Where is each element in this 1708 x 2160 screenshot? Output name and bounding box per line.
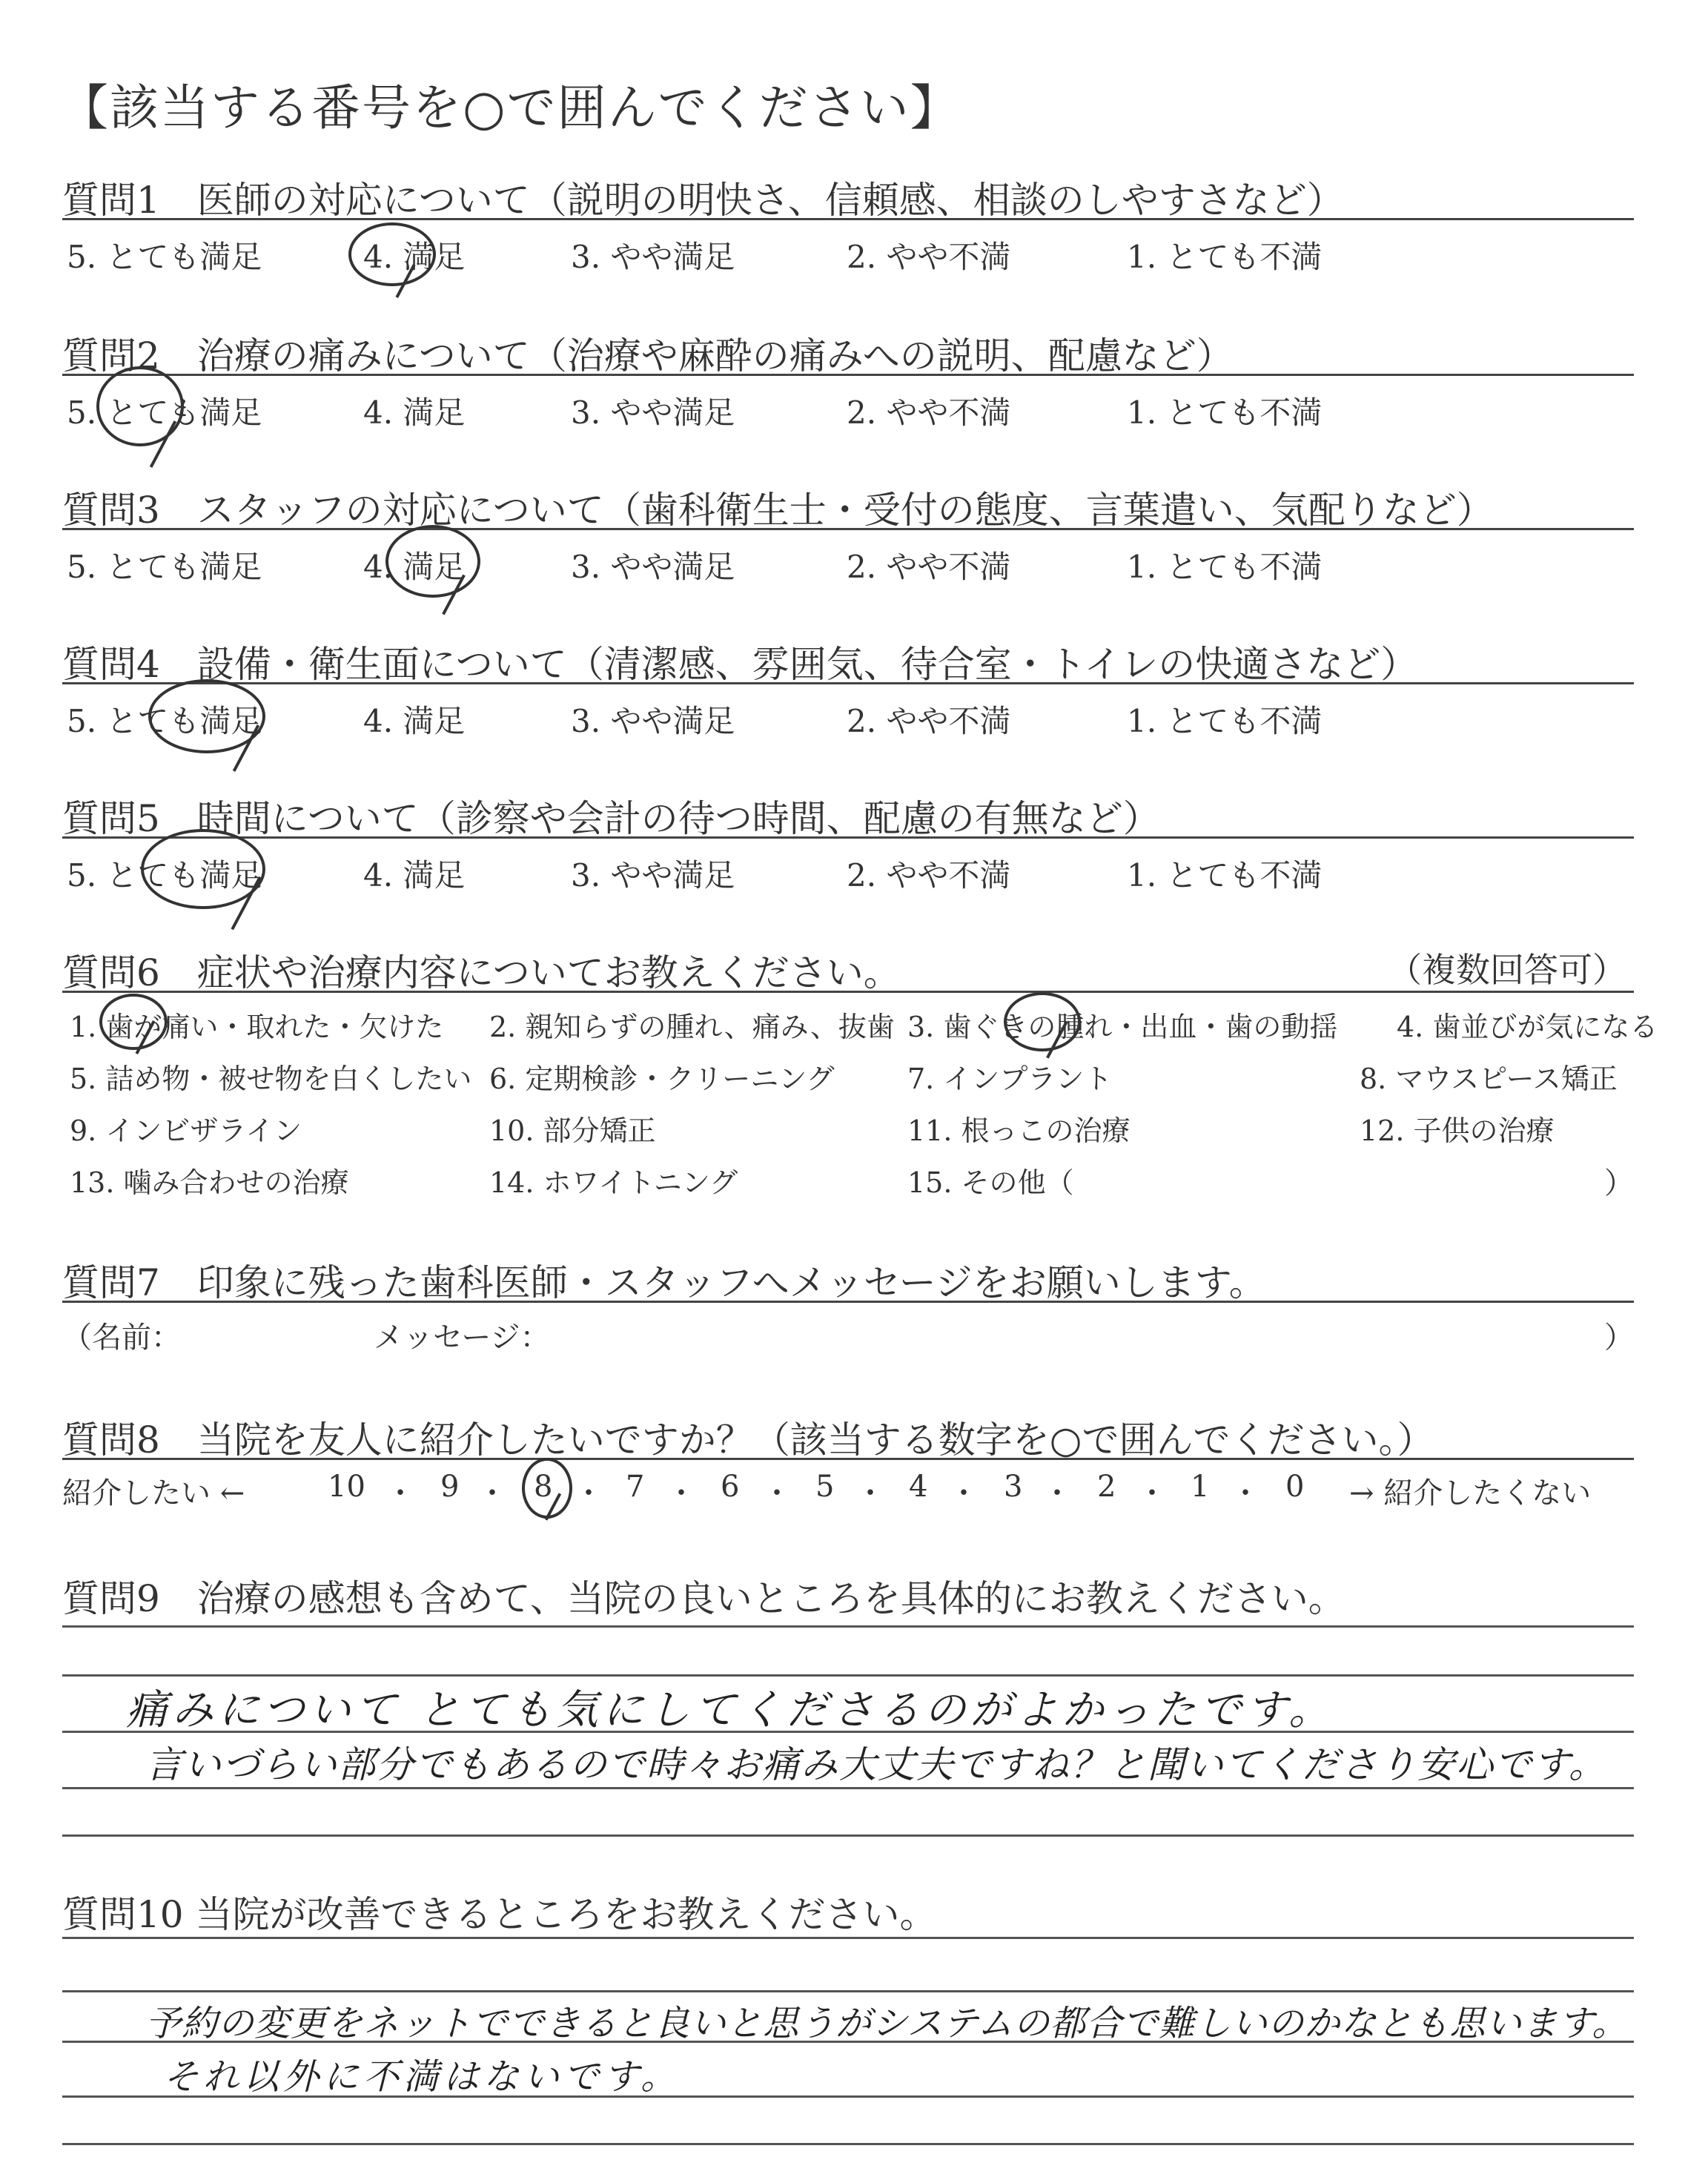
option-1[interactable]: 1. とても不満 [1127, 857, 1323, 894]
option-5[interactable]: 5. とても満足 [67, 239, 262, 275]
option-1[interactable]: 1. とても不満 [1127, 394, 1323, 431]
question-heading: 質問5 時間について（診察や会計の待つ時間、配慮の有無など） [62, 797, 1160, 840]
option-5[interactable]: 5. とても満足 [67, 394, 262, 431]
scale-6[interactable]: 6 [721, 1470, 740, 1504]
divider [62, 218, 1634, 220]
selection-circle [348, 222, 436, 286]
selection-circle [385, 525, 480, 598]
option-4[interactable]: 4. 満足 [363, 239, 466, 275]
question-heading: 質問9 治療の感想も含めて、当院の良いところを具体的にお教えください。 [62, 1577, 1345, 1620]
message-close-paren: ） [1604, 1321, 1634, 1355]
question-5 [62, 789, 1634, 937]
multi-answer-note: （複数回答可） [1388, 950, 1626, 990]
option-1[interactable]: 1. とても不満 [1127, 703, 1323, 739]
question-heading: 質問1 医師の対応について（説明の明快さ、信頼感、相談のしやすさなど） [62, 179, 1344, 222]
handwritten-answer: 予約の変更をネットでできると良いと思うがシステムの都合で難しいのかなとも思います。 [145, 2003, 1629, 2044]
symptom-option[interactable]: 11. 根っこの治療 [907, 1114, 1131, 1147]
symptom-option[interactable]: 15. その他（ [907, 1166, 1074, 1199]
option-5[interactable]: 5. とても満足 [67, 549, 262, 585]
symptom-option[interactable]: 5. 詰め物・被せ物を白くしたい [70, 1063, 472, 1095]
option-5[interactable]: 5. とても満足 [67, 703, 262, 739]
other-close-paren: ） [1604, 1166, 1634, 1200]
option-5[interactable]: 5. とても満足 [67, 857, 262, 894]
symptom-option[interactable]: 3. 歯ぐきの腫れ・出血・歯の動揺 [907, 1011, 1338, 1043]
divider [62, 991, 1634, 993]
question-heading: 質問8 当院を友人に紹介したいですか？（該当する数字を○で囲んでください。） [62, 1418, 1434, 1462]
option-3[interactable]: 3. やや満足 [571, 857, 735, 894]
answer-rule [62, 1990, 1634, 1992]
question-4 [62, 635, 1634, 783]
rating-options [67, 543, 1631, 587]
symptom-option[interactable]: 9. インビザライン [70, 1114, 302, 1147]
question-1 [62, 171, 1634, 319]
rating-options [67, 697, 1631, 742]
question-heading: 質問7 印象に残った歯科医師・スタッフへメッセージをお願いします。 [62, 1261, 1266, 1304]
answer-rule [62, 1625, 1634, 1628]
rating-options [67, 851, 1631, 896]
symptom-option[interactable]: 14. ホワイトニング [489, 1166, 738, 1199]
selection-circle [1004, 992, 1081, 1051]
name-label: （名前： [62, 1321, 181, 1355]
scale-0[interactable]: 0 [1285, 1470, 1305, 1504]
symptom-options [70, 1004, 1658, 1226]
selection-circle [522, 1458, 572, 1519]
question-9 [62, 1569, 1634, 1620]
scale-8[interactable]: 8 [534, 1470, 553, 1504]
answer-rule [62, 1674, 1634, 1677]
symptom-option[interactable]: 2. 親知らずの腫れ、痛み、抜歯 [489, 1011, 895, 1043]
divider [62, 836, 1634, 839]
option-2[interactable]: 2. やや不満 [847, 239, 1011, 275]
divider [62, 528, 1634, 530]
answer-rule [62, 1937, 1634, 1939]
handwritten-answer: それ以外に不満はないです。 [163, 2056, 681, 2098]
answer-rule [62, 1834, 1634, 1837]
option-2[interactable]: 2. やや不満 [847, 703, 1011, 739]
scale-3[interactable]: 3 [1004, 1470, 1023, 1504]
option-4[interactable]: 4. 満足 [363, 857, 466, 894]
question-heading: 質問4 設備・衛生面について（清潔感、雰囲気、待合室・トイレの快適さなど） [62, 643, 1418, 686]
question-7 [62, 1253, 1634, 1372]
selection-circle [99, 994, 168, 1050]
symptom-option[interactable]: 7. インプラント [907, 1063, 1113, 1095]
symptom-option[interactable]: 13. 噛み合わせの治療 [70, 1166, 349, 1199]
option-2[interactable]: 2. やや不満 [847, 394, 1011, 431]
option-4[interactable]: 4. 満足 [363, 394, 466, 431]
option-3[interactable]: 3. やや満足 [571, 239, 735, 275]
question-2 [62, 326, 1634, 475]
question-heading: 質問6 症状や治療内容についてお教えください。 [62, 951, 901, 994]
symptom-option[interactable]: 12. 子供の治療 [1360, 1114, 1555, 1147]
option-4[interactable]: 4. 満足 [363, 549, 466, 585]
selection-circle [96, 366, 184, 446]
question-8: 質問8 当院を友人に紹介したいですか？（該当する数字を○で囲んでください。） 紹介したい ← 10 ・ 9 ・ 8 ・ 7 ・ 6 ・ 5 ・ 4 ・ 3 ・ 2 ・ 1 ・ 0 → 紹介したくない [62, 1410, 1634, 1529]
message-label: メッセージ： [374, 1321, 550, 1355]
handwritten-answer: 痛みについて とても気にしてくださるのがよかったです。 [126, 1686, 1335, 1734]
symptom-option[interactable]: 8. マウスピース矯正 [1360, 1063, 1618, 1095]
question-heading: 質問2 治療の痛みについて（治療や麻酔の痛みへの説明、配慮など） [62, 334, 1234, 377]
answer-rule [62, 2143, 1634, 2145]
symptom-option[interactable]: 6. 定期検診・クリーニング [489, 1063, 835, 1095]
option-1[interactable]: 1. とても不満 [1127, 239, 1323, 275]
option-3[interactable]: 3. やや満足 [571, 549, 735, 585]
page-title: 【該当する番号を○で囲んでください】 [59, 79, 961, 136]
divider [62, 682, 1634, 684]
scale-5[interactable]: 5 [815, 1470, 835, 1504]
question-6 [62, 943, 1658, 1225]
handwritten-answer: 言いづらい部分でもあるので時々お痛み大丈夫ですね？と聞いてくださり安心です。 [145, 1743, 1607, 1786]
scale-1[interactable]: 1 [1191, 1470, 1210, 1504]
option-1[interactable]: 1. とても不満 [1127, 549, 1323, 585]
divider [62, 1458, 1634, 1460]
question-3 [62, 480, 1634, 629]
rating-options [67, 233, 1631, 277]
option-3[interactable]: 3. やや満足 [571, 394, 735, 431]
scale-left-label: 紹介したい ← [62, 1476, 245, 1510]
scale-9[interactable]: 9 [440, 1470, 460, 1504]
symptom-option[interactable]: 1. 歯が痛い・取れた・欠けた [70, 1011, 444, 1043]
option-2[interactable]: 2. やや不満 [847, 857, 1011, 894]
option-2[interactable]: 2. やや不満 [847, 549, 1011, 585]
option-3[interactable]: 3. やや満足 [571, 703, 735, 739]
symptom-option[interactable]: 4. 歯並びが気になる [1397, 1011, 1658, 1043]
rating-options [67, 389, 1631, 433]
scale-10[interactable]: 10 [328, 1470, 365, 1504]
scale-4[interactable]: 4 [909, 1470, 928, 1504]
scale-7[interactable]: 7 [626, 1470, 645, 1504]
question-heading: 質問10 当院が改善できるところをお教えください。 [62, 1893, 937, 1936]
divider [62, 1301, 1634, 1303]
divider [62, 374, 1634, 376]
symptom-option[interactable]: 10. 部分矯正 [489, 1114, 656, 1147]
scale-right-label: → 紹介したくない [1349, 1476, 1592, 1510]
scale-2[interactable]: 2 [1097, 1470, 1116, 1504]
question-heading: 質問3 スタッフの対応について（歯科衛生士・受付の態度、言葉遣い、気配りなど） [62, 489, 1494, 532]
option-4[interactable]: 4. 満足 [363, 703, 466, 739]
question-10 [62, 1885, 1634, 1936]
